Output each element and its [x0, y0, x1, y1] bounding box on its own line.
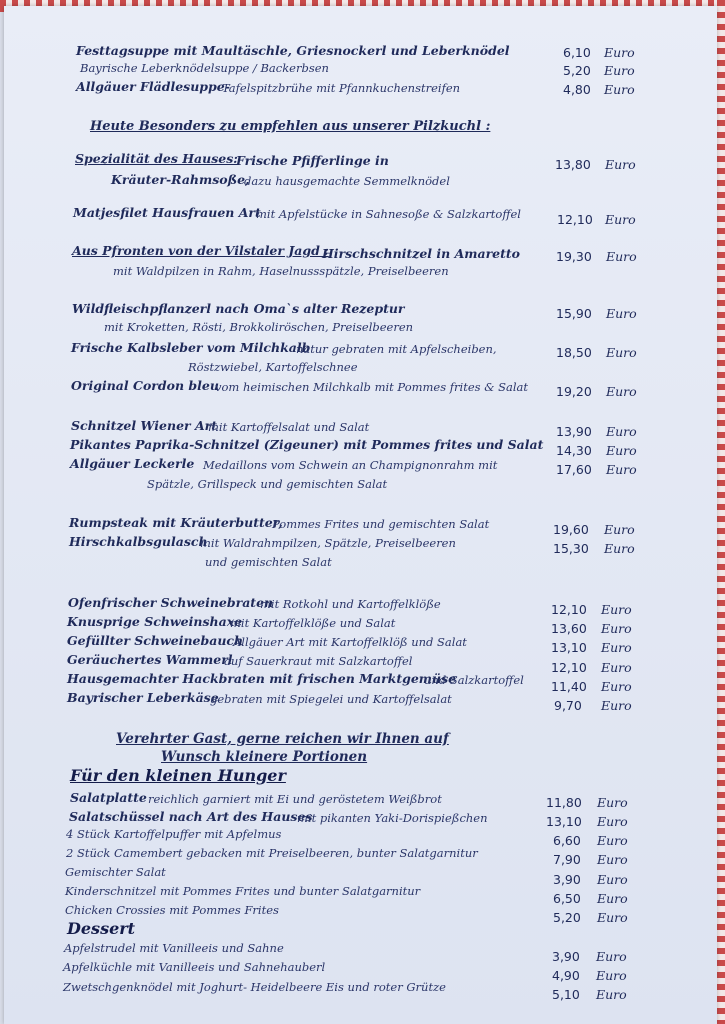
currency-label: Euro [606, 443, 637, 458]
menu-item-price: 13,10 [551, 640, 587, 655]
currency-label: Euro [597, 852, 628, 867]
small-hunger-item-price: 3,90 [553, 872, 581, 887]
menu-item-price: 11,40 [551, 679, 587, 694]
currency-label: Euro [597, 910, 628, 925]
matjes-name: Matjesfilet Hausfrauen Art [73, 205, 261, 220]
menu-item-name: Gefüllter Schweinebauch [67, 633, 244, 648]
menu-item-name: Original Cordon bleu [71, 378, 219, 393]
small-hunger-item-desc: reichlich garniert mit Ei und geröstetem Weißbrot [148, 792, 442, 806]
currency-label: Euro [604, 82, 635, 97]
currency-label: Euro [605, 157, 636, 172]
currency-label: Euro [601, 621, 632, 636]
menu-item-desc: und Salzkartoffel [424, 673, 524, 687]
small-hunger-title: Für den kleinen Hunger [70, 766, 286, 785]
dessert-item-desc: Apfelküchle mit Vanilleeis und Sahnehauberl [63, 960, 326, 974]
menu-item-desc: vom heimischen Milchkalb mit Pommes frites & Salat [215, 380, 528, 394]
currency-label: Euro [606, 384, 637, 399]
jagd-label: Aus Pfronten von der Vilstaler Jagd : [72, 243, 329, 258]
menu-item-name: Frische Kalbsleber vom Milchkalb [71, 340, 311, 355]
menu-item-price: 12,10 [551, 660, 587, 675]
menu-item-price: 14,30 [556, 443, 592, 458]
currency-label: Euro [604, 522, 635, 537]
dessert-item-price: 5,10 [552, 987, 580, 1002]
currency-label: Euro [597, 891, 628, 906]
currency-label: Euro [596, 987, 627, 1002]
currency-label: Euro [597, 795, 628, 810]
currency-label: Euro [606, 462, 637, 477]
menu-item-name: Rumpsteak mit Kräuterbutter, [69, 515, 283, 530]
currency-label: Euro [606, 306, 637, 321]
menu-item-desc: und gemischten Salat [205, 555, 332, 569]
menu-item-price: 13,60 [551, 621, 587, 636]
menu-item-desc: Röstzwiebel, Kartoffelschnee [188, 360, 358, 374]
currency-label: Euro [597, 814, 628, 829]
matjes-price: 12,10 [557, 212, 593, 227]
currency-label: Euro [601, 679, 632, 694]
menu-item-desc: Spätzle, Grillspeck und gemischten Salat [147, 477, 388, 491]
menu-item-name: Ofenfrischer Schweinebraten [68, 595, 274, 610]
currency-label: Euro [597, 833, 628, 848]
dessert-item-desc: Apfelstrudel mit Vanilleeis und Sahne [64, 941, 284, 955]
dessert-item-price: 4,90 [552, 968, 580, 983]
small-hunger-item-desc: Gemischter Salat [65, 865, 166, 879]
small-hunger-item-name: Salatschüssel nach Art des Hauses [69, 809, 313, 824]
soup-item-desc: Tafelspitzbrühe mit Pfannkuchenstreifen [222, 81, 461, 95]
menu-item-price: 17,60 [556, 462, 592, 477]
small-hunger-item-desc: 2 Stück Camembert gebacken mit Preiselbeeren, bunter Salatgarnitur [66, 846, 478, 860]
currency-label: Euro [605, 212, 636, 227]
tablecloth-right [717, 0, 725, 1024]
jagd-price: 19,30 [556, 249, 592, 264]
menu-item-desc: natur gebraten mit Apfelscheiben, [296, 342, 497, 356]
menu-item-name: Hausgemachter Hackbraten mit frischen Marktgemüse [67, 671, 457, 686]
menu-item-price: 15,90 [556, 306, 592, 321]
menu-item-desc: Pommes Frites und gemischten Salat [272, 517, 490, 531]
small-hunger-item-desc: mit pikanten Yaki-Dorispießchen [297, 811, 488, 825]
currency-label: Euro [606, 424, 637, 439]
soup-item-name: Bayrische Leberknödelsuppe / Backerbsen [80, 61, 329, 75]
small-hunger-item-price: 11,80 [546, 795, 582, 810]
soup-item-price: 5,20 [563, 63, 591, 78]
menu-item-name: Hirschkalbsgulasch [69, 534, 208, 549]
small-hunger-item-desc: Chicken Crossies mit Pommes Frites [65, 903, 279, 917]
currency-label: Euro [601, 602, 632, 617]
dessert-item-desc: Zwetschgenknödel mit Joghurt- Heidelbeere Eis und roter Grütze [63, 980, 446, 994]
soup-item-name: Allgäuer Flädlesuppe- [76, 79, 230, 94]
soup-item-price: 6,10 [563, 45, 591, 60]
currency-label: Euro [604, 45, 635, 60]
currency-label: Euro [596, 968, 627, 983]
menu-item-price: 13,90 [556, 424, 592, 439]
small-hunger-item-name: Salatplatte [70, 790, 147, 805]
currency-label: Euro [601, 698, 632, 713]
soup-item-name: Festtagsuppe mit Maultäschle, Griesnockerl und Leberknödel [76, 43, 510, 58]
menu-item-desc: Medaillons vom Schwein an Champignonrahm mit [203, 458, 498, 472]
menu-item-price: 19,20 [556, 384, 592, 399]
small-hunger-item-desc: 4 Stück Kartoffelpuffer mit Apfelmus [66, 827, 282, 841]
menu-item-desc: gebraten mit Spiegelei und Kartoffelsalat [210, 692, 452, 706]
currency-label: Euro [604, 541, 635, 556]
menu-item-price: 18,50 [556, 345, 592, 360]
small-hunger-item-price: 5,20 [553, 910, 581, 925]
menu-item-name: Knusprige Schweinshaxe [67, 614, 243, 629]
small-hunger-item-price: 6,60 [553, 833, 581, 848]
small-hunger-item-price: 13,10 [546, 814, 582, 829]
menu-item-name: Geräuchertes Wammerl [67, 652, 233, 667]
currency-label: Euro [597, 872, 628, 887]
menu-item-price: 15,30 [553, 541, 589, 556]
menu-item-desc: mit Waldrahmpilzen, Spätzle, Preiselbeeren [200, 536, 456, 550]
jagd-name: Hirschschnitzel in Amaretto [322, 246, 521, 261]
currency-label: Euro [601, 640, 632, 655]
menu-item-name: Allgäuer Leckerle [70, 456, 195, 471]
menu-page [4, 6, 717, 1024]
menu-item-price: 12,10 [551, 602, 587, 617]
currency-label: Euro [596, 949, 627, 964]
small-hunger-item-price: 6,50 [553, 891, 581, 906]
menu-item-desc: mit Kroketten, Rösti, Brokkoliröschen, Preiselbeeren [104, 320, 414, 334]
special-label: Spezialität des Hauses: [75, 151, 238, 166]
jagd-desc: mit Waldpilzen in Rahm, Haselnussspätzle, Preiselbeeren [113, 264, 449, 278]
soup-item-price: 4,80 [563, 82, 591, 97]
menu-item-desc: auf Sauerkraut mit Salzkartoffel [224, 654, 413, 668]
currency-label: Euro [606, 345, 637, 360]
small-hunger-item-price: 7,90 [553, 852, 581, 867]
special-price: 13,80 [555, 157, 591, 172]
mushroom-heading: Heute Besonders zu empfehlen aus unserer Pilzkuchl : [90, 119, 491, 134]
dessert-item-price: 3,90 [552, 949, 580, 964]
menu-item-name: Bayrischer Leberkäse [67, 690, 219, 705]
menu-item-desc: mit Kartoffelsalat und Salat [208, 420, 370, 434]
menu-item-desc: Allgäuer Art mit Kartoffelklöß und Salat [233, 635, 467, 649]
notice-line-1: Verehrter Gast, gerne reichen wir Ihnen auf [116, 731, 449, 747]
matjes-desc: mit Apfelstücke in Sahnesoße & Salzkartoffel [256, 207, 521, 221]
notice-line-2: Wunsch kleinere Portionen [161, 749, 368, 765]
menu-item-desc: mit Kartoffelklöße und Salat [230, 616, 396, 630]
menu-item-name: Pikantes Paprika-Schnitzel (Zigeuner) mit Pommes frites und Salat [70, 437, 544, 452]
currency-label: Euro [606, 249, 637, 264]
dessert-title: Dessert [67, 919, 136, 938]
menu-item-name: Wildfleischpflanzerl nach Oma`s alter Rezeptur [72, 301, 405, 316]
currency-label: Euro [604, 63, 635, 78]
special-name: Frische Pfifferlinge in [236, 153, 389, 168]
menu-item-price: 19,60 [553, 522, 589, 537]
special-sauce: Kräuter-Rahmsoße, [111, 172, 250, 187]
menu-item-name: Schnitzel Wiener Art [71, 418, 218, 433]
small-hunger-item-desc: Kinderschnitzel mit Pommes Frites und bunter Salatgarnitur [65, 884, 421, 898]
menu-item-price: 9,70 [554, 698, 582, 713]
menu-item-desc: mit Rotkohl und Kartoffelklöße [260, 597, 441, 611]
special-desc: dazu hausgemachte Semmelknödel [244, 174, 450, 188]
currency-label: Euro [601, 660, 632, 675]
